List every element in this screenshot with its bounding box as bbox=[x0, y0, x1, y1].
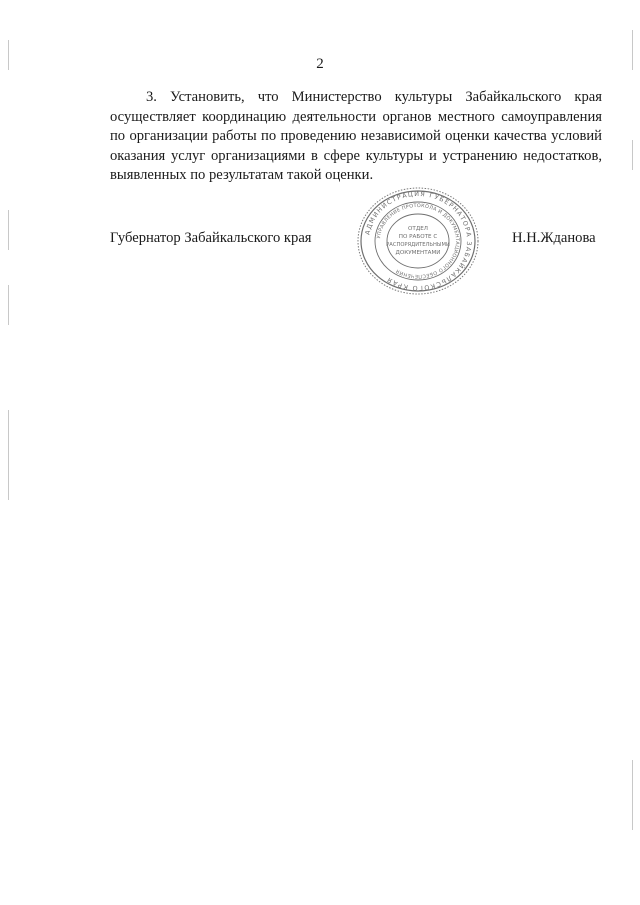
paragraph-line: выявленных по результатам такой оценки. bbox=[110, 167, 374, 183]
signatory-name: Н.Н.Жданова bbox=[512, 230, 596, 246]
seal-center-line: ПО РАБОТЕ С bbox=[398, 234, 438, 240]
page-number: 2 bbox=[316, 56, 324, 72]
scan-artifact-left bbox=[8, 410, 9, 500]
seal-graphic bbox=[352, 186, 484, 296]
scan-artifact-right bbox=[632, 760, 633, 830]
paragraph-line: оказания услуг организациями в сфере культуры и устранению недостатков, bbox=[110, 147, 602, 164]
seal-center-line: ОТДЕЛ bbox=[408, 226, 428, 232]
scan-artifact-left bbox=[8, 40, 9, 70]
scan-artifact-left bbox=[8, 210, 9, 250]
seal-middle-text: УПРАВЛЕНИЕ ПРОТОКОЛА И ДОКУМЕНТАЦИОННОГО ОБЕСПЕЧЕНИЯ bbox=[376, 202, 461, 280]
scan-artifact-right bbox=[632, 140, 633, 170]
paragraph-line: 3. Установить, что Министерство культуры Забайкальского края bbox=[146, 89, 602, 105]
scan-artifact-left bbox=[8, 285, 9, 325]
body-paragraph bbox=[110, 88, 602, 186]
signatory-title: Губернатор Забайкальского края bbox=[110, 230, 312, 246]
official-seal bbox=[352, 186, 484, 296]
seal-center-line: РАСПОРЯДИТЕЛЬНЫМИ bbox=[386, 242, 450, 248]
paragraph-line: осуществляет координацию деятельности органов местного самоуправления bbox=[110, 108, 602, 125]
paragraph-line: по организации работы по проведению независимой оценки качества условий bbox=[110, 128, 602, 144]
seal-center-line: ДОКУМЕНТАМИ bbox=[395, 250, 441, 256]
scan-artifact-right bbox=[632, 30, 633, 70]
seal-outer-text: АДМИНИСТРАЦИЯ ГУБЕРНАТОРА ЗАБАЙКАЛЬСКОГО КРАЯ bbox=[363, 189, 474, 293]
